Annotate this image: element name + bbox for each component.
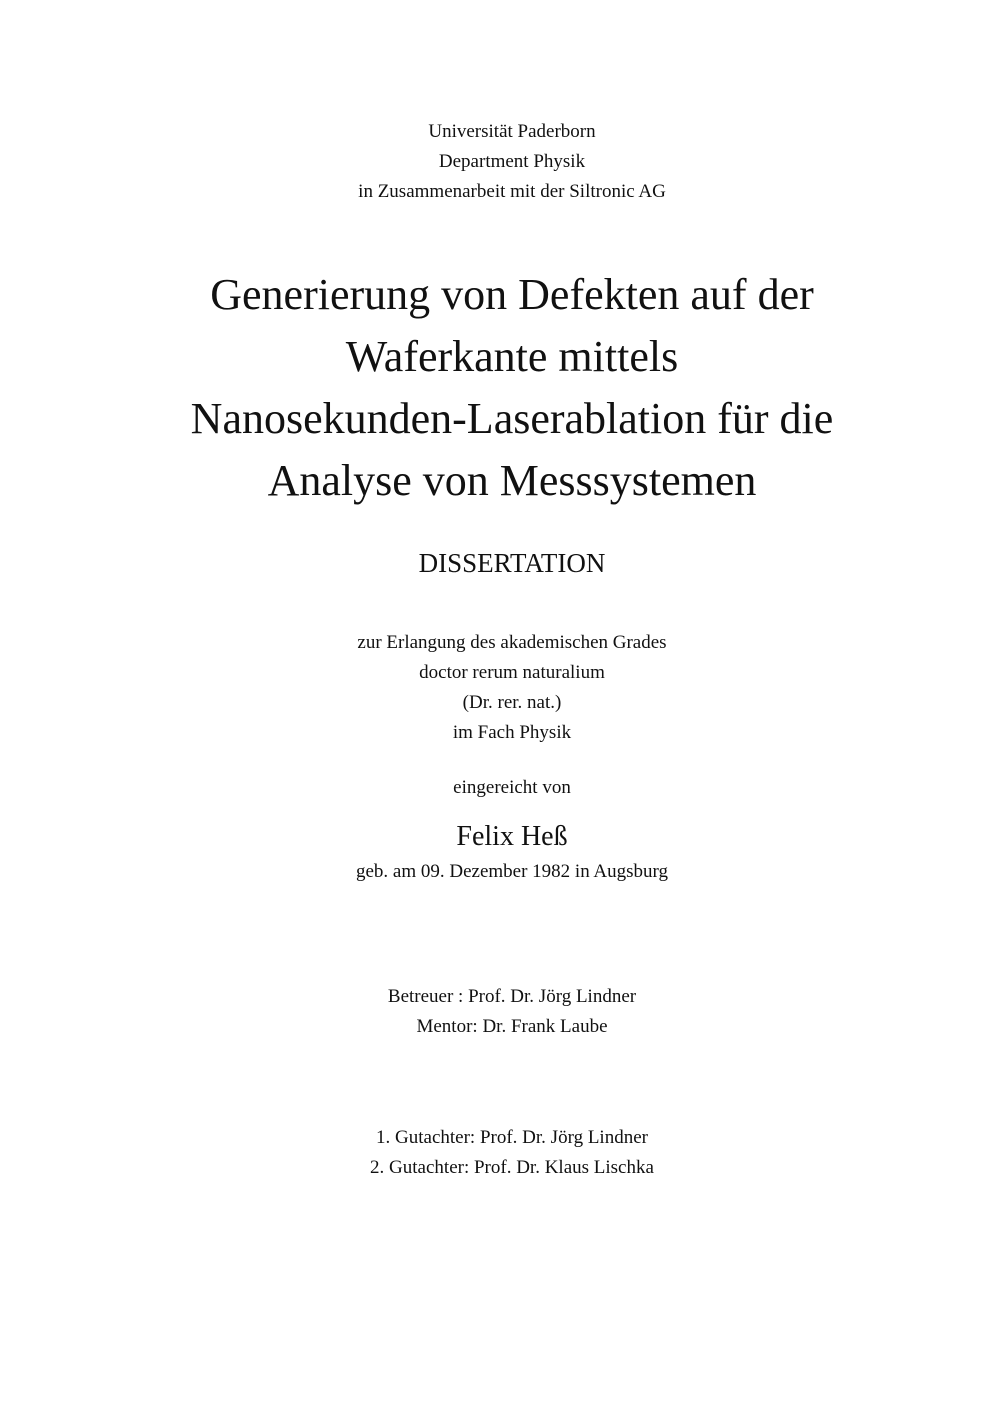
degree-name: doctor rerum naturalium — [419, 662, 605, 683]
author-name: Felix Heß — [456, 821, 568, 852]
department-name: Department Physik — [438, 151, 586, 172]
title-line-2: Waferkante mittels — [345, 332, 679, 381]
author-block — [12, 818, 1000, 856]
reviewer-2: 2. Gutachter: Prof. Dr. Klaus Lischka — [370, 1157, 654, 1178]
title-line-3: Nanosekunden-Laserablation für die — [190, 394, 834, 443]
institution-block — [12, 117, 1000, 207]
title-line-4: Analyse von Messsystemen — [267, 456, 757, 505]
submitted-by-label: eingereicht von — [453, 777, 571, 798]
author-birth-info: geb. am 09. Dezember 1982 in Augsburg — [355, 861, 669, 882]
reviewers-block — [12, 1123, 1000, 1183]
submitted-by-block — [12, 773, 1000, 803]
degree-field: im Fach Physik — [452, 722, 572, 743]
supervisor-line: Betreuer : Prof. Dr. Jörg Lindner — [387, 986, 637, 1007]
dissertation-title — [12, 264, 1000, 512]
document-type-heading — [12, 544, 1000, 582]
supervision-block — [12, 982, 1000, 1042]
mentor-line: Mentor: Dr. Frank Laube — [416, 1016, 608, 1037]
document-type: DISSERTATION — [418, 548, 606, 578]
degree-abbreviation: (Dr. rer. nat.) — [462, 692, 562, 713]
degree-purpose: zur Erlangung des akademischen Grades — [357, 632, 667, 653]
reviewer-1: 1. Gutachter: Prof. Dr. Jörg Lindner — [376, 1127, 648, 1148]
birth-info-block — [12, 857, 1000, 887]
cooperation-note: in Zusammenarbeit mit der Siltronic AG — [358, 181, 666, 202]
university-name: Universität Paderborn — [428, 121, 596, 142]
degree-block — [12, 628, 1000, 748]
title-line-1: Generierung von Defekten auf der — [210, 270, 814, 319]
